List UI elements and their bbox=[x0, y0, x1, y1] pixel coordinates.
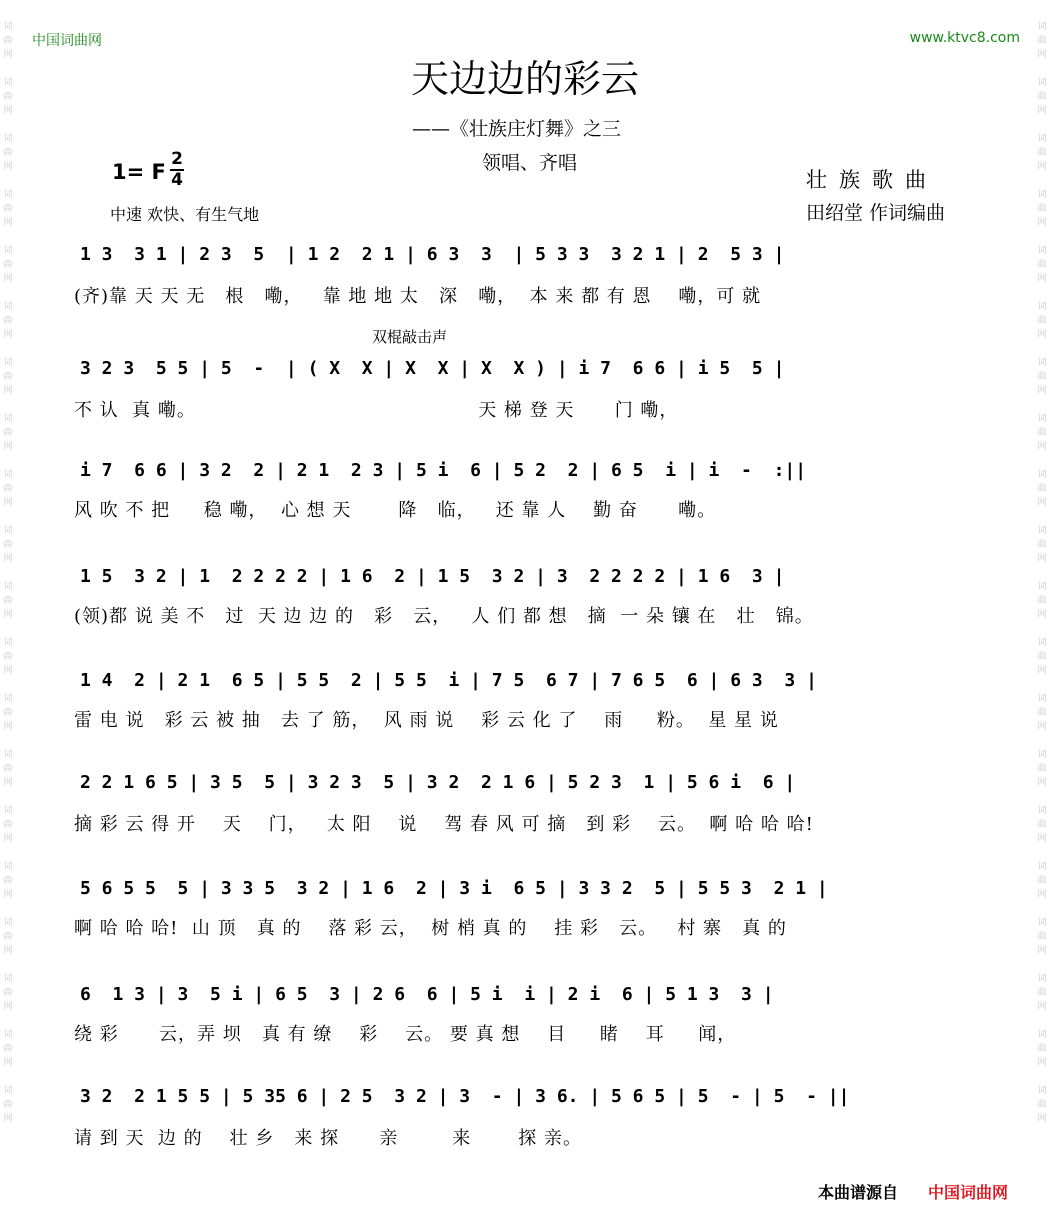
song-subtitle: ——《壮族庄灯舞》之三 bbox=[412, 118, 622, 140]
song-author: 田绍堂 作词编曲 bbox=[806, 202, 946, 224]
site-url-right[interactable]: www.ktvc8.com bbox=[909, 30, 1020, 46]
left-watermark: 词 曲 网 词 曲 网 词 曲 网 词 曲 网 词 曲 网 词 曲 网 词 曲 网 词 曲 网 词 曲 网 词 曲 网 词 曲 网 词 曲 网 词 曲 网 词 曲 网 词 曲 网 词 曲 网 词 曲 网 词 曲 网 词 曲 网 词 曲 网 bbox=[3, 22, 13, 1124]
song-title: 天边边的彩云 bbox=[410, 57, 639, 101]
percussion-annotation: 双棍敲击声 bbox=[372, 328, 448, 346]
lyric-line-2: 不 认 真 嘞。 天 梯 登 天 门 嘞， bbox=[74, 400, 679, 421]
footer-source-site[interactable]: 中国词曲网 bbox=[928, 1183, 1009, 1202]
notation-line-4: 1 5 3 2 | 1 2 2 2 2 | 1 6 2 | 1 5 3 2 | 3 2 2 2 2 | 1 6 3 | bbox=[80, 566, 785, 587]
song-origin: 壮族歌曲 bbox=[806, 168, 938, 192]
lyric-line-8: 绕 彩 云，弄 坝 真 有 缭 彩 云。 要 真 想 目 睹 耳 闻， bbox=[74, 1024, 737, 1045]
time-sig-top: 2 bbox=[171, 149, 183, 169]
footer-source-label: 本曲谱源自 bbox=[818, 1183, 899, 1202]
lyric-line-5: 雷 电 说 彩 云 被 抽 去 了 筋， 风 雨 说 彩 云 化 了 雨 粉。 星 星 说 bbox=[74, 710, 779, 731]
notation-line-8: 6 1 3 | 3 5 i | 6 5 3 | 2 6 6 | 5 i i | 2 i 6 | 5 1 3 3 | bbox=[80, 984, 774, 1005]
lyric-line-9: 请 到 天 边 的 壮 乡 来 探 亲 来 探 亲。 bbox=[74, 1128, 582, 1149]
site-name-left[interactable]: 中国词曲网 bbox=[32, 33, 102, 49]
time-signature bbox=[170, 150, 184, 190]
lyric-line-1: (齐)靠 天 天 无 根 嘞， 靠 地 地 太 深 嘞， 本 来 都 有 恩 嘞，可 就 bbox=[74, 286, 762, 307]
performers: 领唱、齐唱 bbox=[482, 152, 578, 174]
notation-line-5: 1 4 2 | 2 1 6 5 | 5 5 2 | 5 5 i | 7 5 6 7 | 7 6 5 6 | 6 3 3 | bbox=[80, 670, 817, 691]
lyric-line-6: 摘 彩 云 得 开 天 门， 太 阳 说 驾 春 风 可 摘 到 彩 云。 啊 哈 哈 哈! bbox=[74, 814, 814, 835]
notation-line-3: i 7 6 6 | 3 2 2 | 2 1 2 3 | 5 i 6 | 5 2 2 | 6 5 i | i - :|| bbox=[80, 460, 807, 481]
notation-line-6: 2 2 1 6 5 | 3 5 5 | 3 2 3 5 | 3 2 2 1 6 | 5 2 3 1 | 5 6 i 6 | bbox=[80, 772, 796, 793]
tempo-marking: 中速 欢快、有生气地 bbox=[110, 205, 260, 224]
notation-line-1: 1 3 3 1 | 2 3 5 | 1 2 2 1 | 6 3 3 | 5 3 3 3 2 1 | 2 5 3 | bbox=[80, 244, 785, 265]
lyric-line-3: 风 吹 不 把 稳 嘞， 心 想 天 降 临， 还 靠 人 勤 奋 嘞。 bbox=[74, 500, 717, 521]
lyric-line-4: (领)都 说 美 不 过 天 边 边 的 彩 云， 人 们 都 想 摘 一 朵 镶 在 壮 锦。 bbox=[74, 606, 814, 627]
notation-line-9: 3 2 2 1 5 5 | 5 35 6 | 2 5 3 2 | 3 - | 3 6. | 5 6 5 | 5 - | 5 - || bbox=[80, 1086, 850, 1107]
notation-line-7: 5 6 5 5 5 | 3 3 5 3 2 | 1 6 2 | 3 i 6 5 | 3 3 2 5 | 5 5 3 2 1 | bbox=[80, 878, 828, 899]
lyric-line-7: 啊 哈 哈 哈! 山 顶 真 的 落 彩 云， 树 梢 真 的 挂 彩 云。 村 寨 真 的 bbox=[74, 918, 787, 939]
notation-line-2: 3 2 3 5 5 | 5 - | ( X X | X X | X X ) | i 7 6 6 | i 5 5 | bbox=[80, 358, 785, 379]
key-signature: 1= F bbox=[112, 160, 166, 184]
right-watermark: 词 曲 网 词 曲 网 词 曲 网 词 曲 网 词 曲 网 词 曲 网 词 曲 网 词 曲 网 词 曲 网 词 曲 网 词 曲 网 词 曲 网 词 曲 网 词 曲 网 词 曲 网 词 曲 网 词 曲 网 词 曲 网 词 曲 网 词 曲 网 bbox=[1037, 22, 1047, 1124]
time-sig-bottom: 4 bbox=[171, 170, 183, 190]
